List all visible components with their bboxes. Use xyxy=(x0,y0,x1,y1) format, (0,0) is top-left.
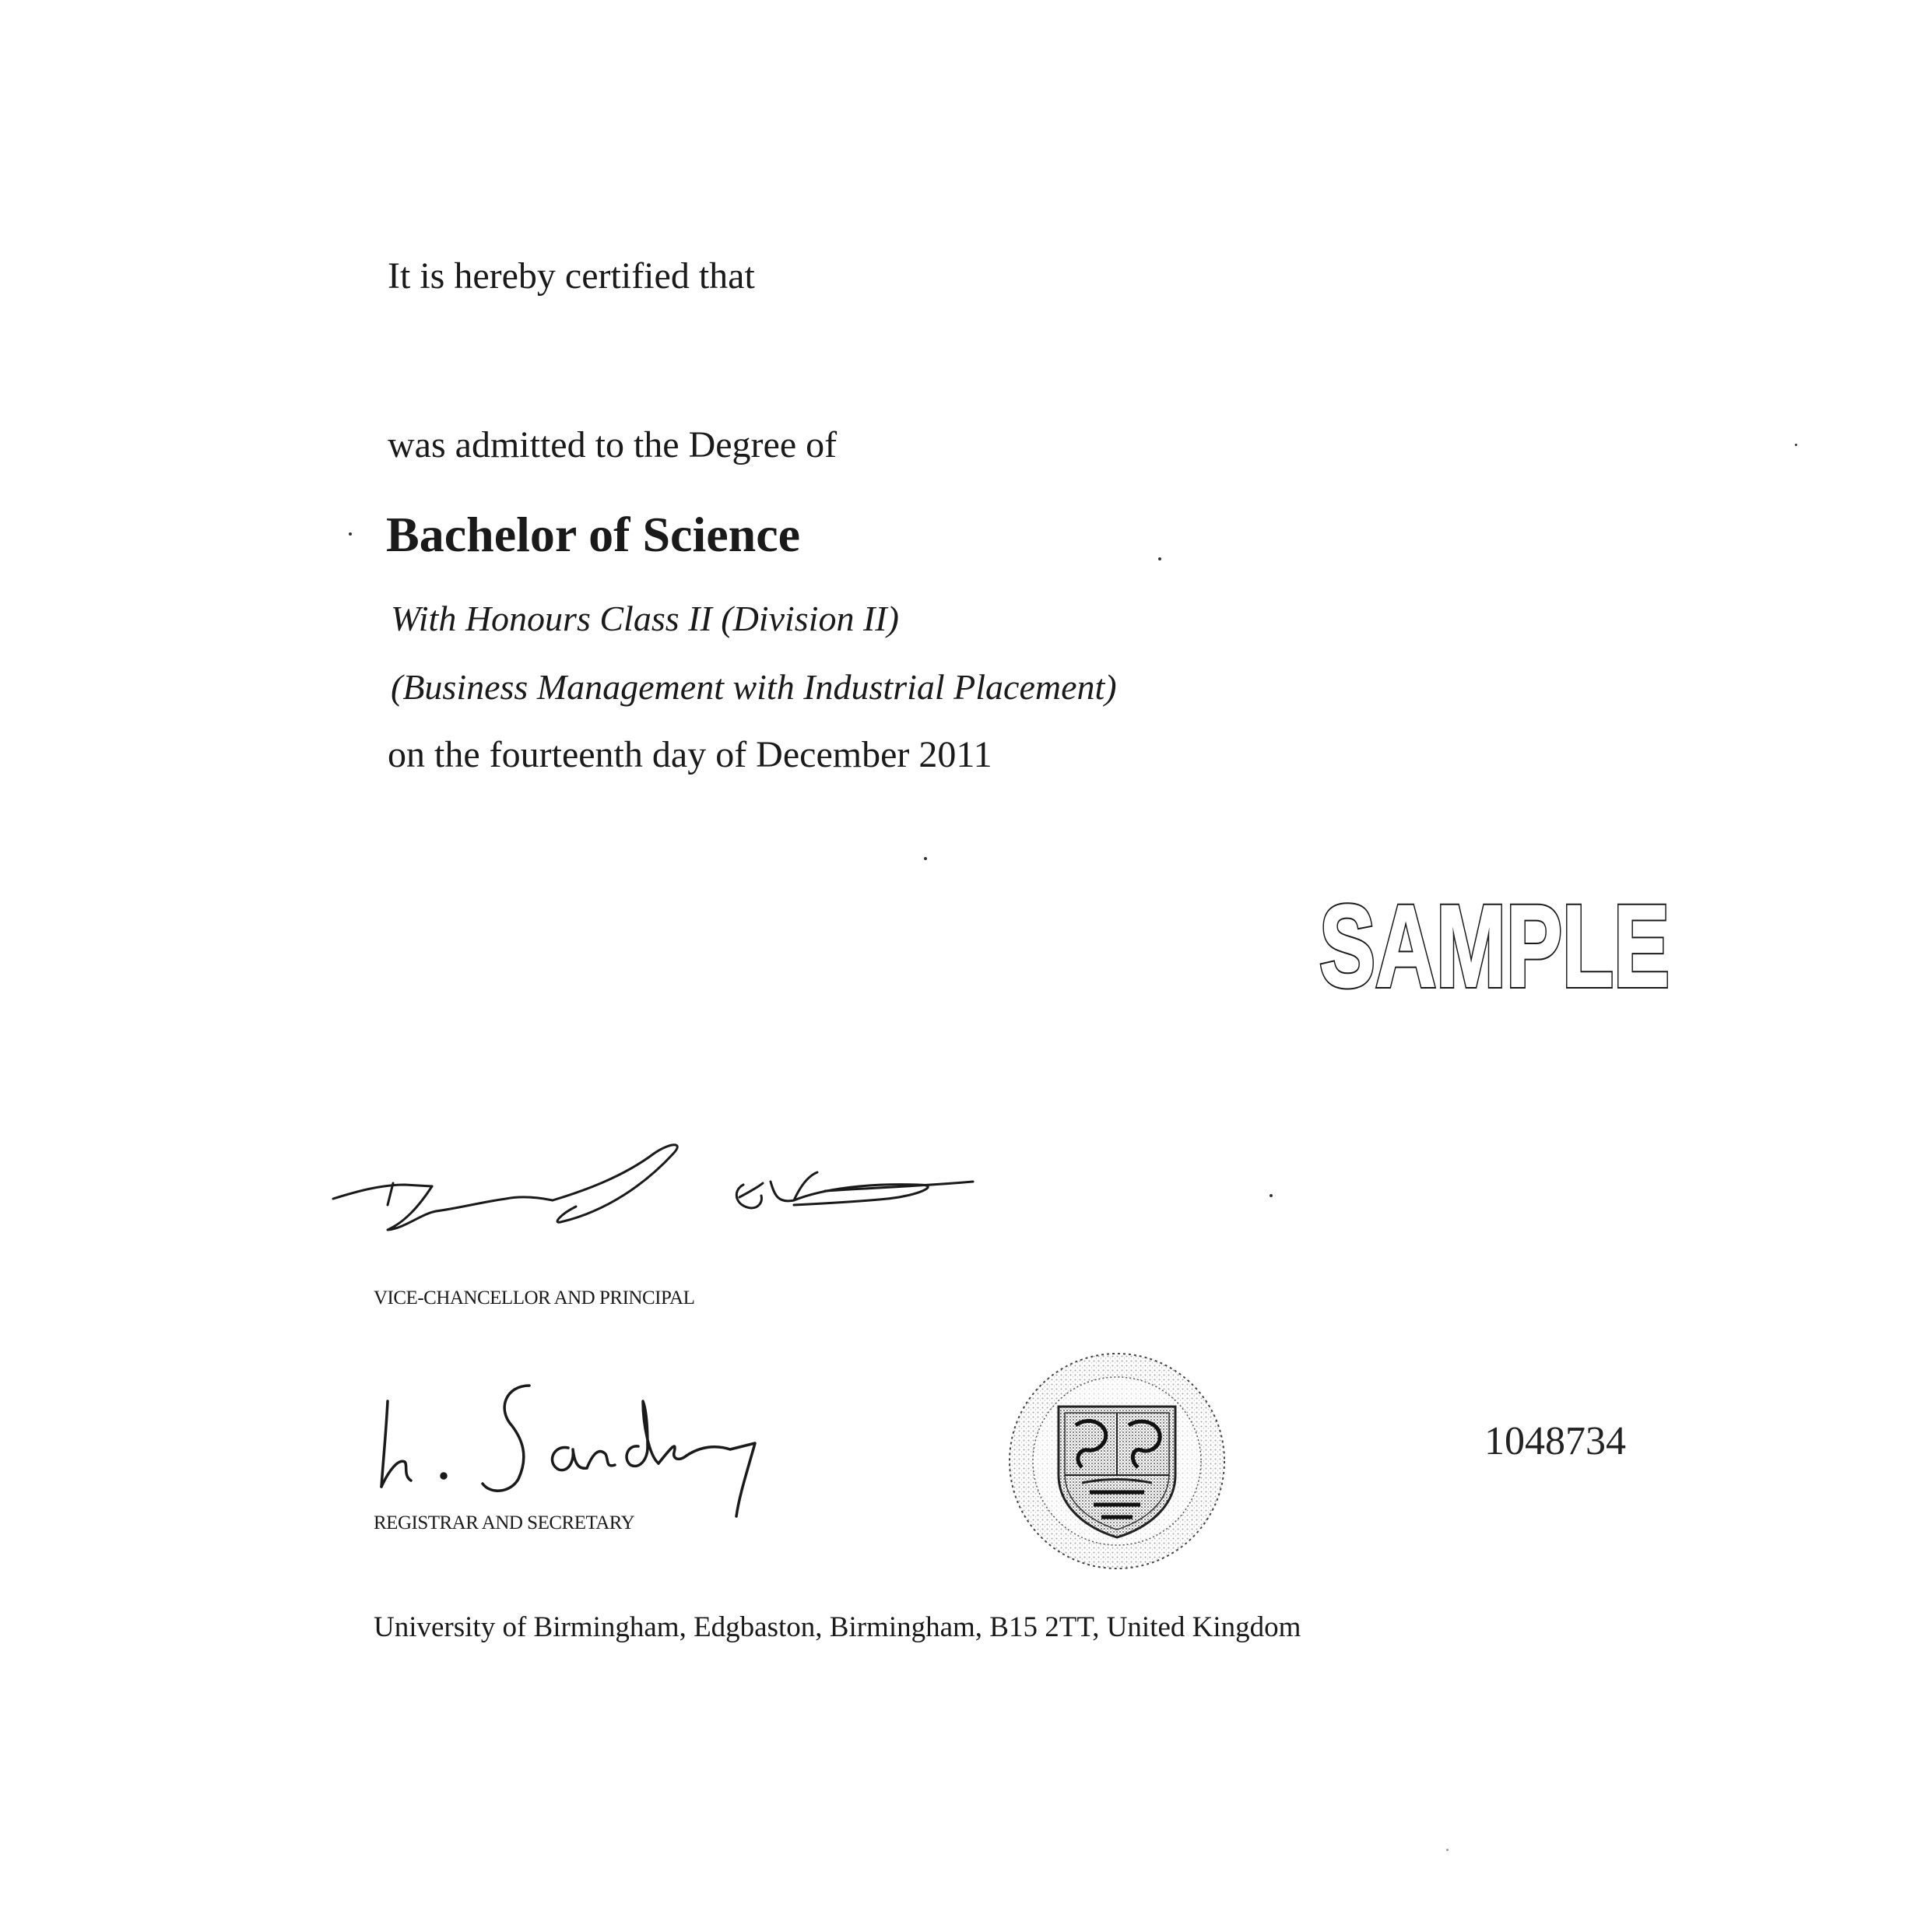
vice-chancellor-signature xyxy=(327,1136,981,1253)
university-seal-icon xyxy=(1004,1351,1230,1572)
scan-speck xyxy=(1795,444,1797,446)
scan-speck xyxy=(924,857,927,860)
admission-statement: was admitted to the Degree of xyxy=(388,424,838,465)
certificate-serial-number: 1048734 xyxy=(1484,1419,1626,1463)
degree-title: Bachelor of Science xyxy=(386,507,801,562)
scan-speck xyxy=(1270,1194,1273,1197)
scan-speck xyxy=(1446,1849,1449,1851)
degree-subject: (Business Management with Industrial Placement) xyxy=(391,667,1117,707)
honours-class: With Honours Class II (Division II) xyxy=(391,599,899,638)
scan-speck xyxy=(349,532,352,536)
award-date: on the fourteenth day of December 2011 xyxy=(388,734,992,775)
sample-stamp xyxy=(1315,883,1673,1000)
scan-speck xyxy=(1158,557,1161,560)
university-address: University of Birmingham, Edgbaston, Birmingham, B15 2TT, United Kingdom xyxy=(374,1611,1301,1643)
certification-intro: It is hereby certified that xyxy=(388,255,755,297)
svg-text:SAMPLE: SAMPLE xyxy=(1319,883,1670,1000)
registrar-title: REGISTRAR AND SECRETARY xyxy=(374,1512,635,1533)
vice-chancellor-title: VICE-CHANCELLOR AND PRINCIPAL xyxy=(374,1287,695,1308)
registrar-signature xyxy=(366,1378,817,1526)
svg-text:SAMPLE: SAMPLE xyxy=(1319,883,1670,1000)
